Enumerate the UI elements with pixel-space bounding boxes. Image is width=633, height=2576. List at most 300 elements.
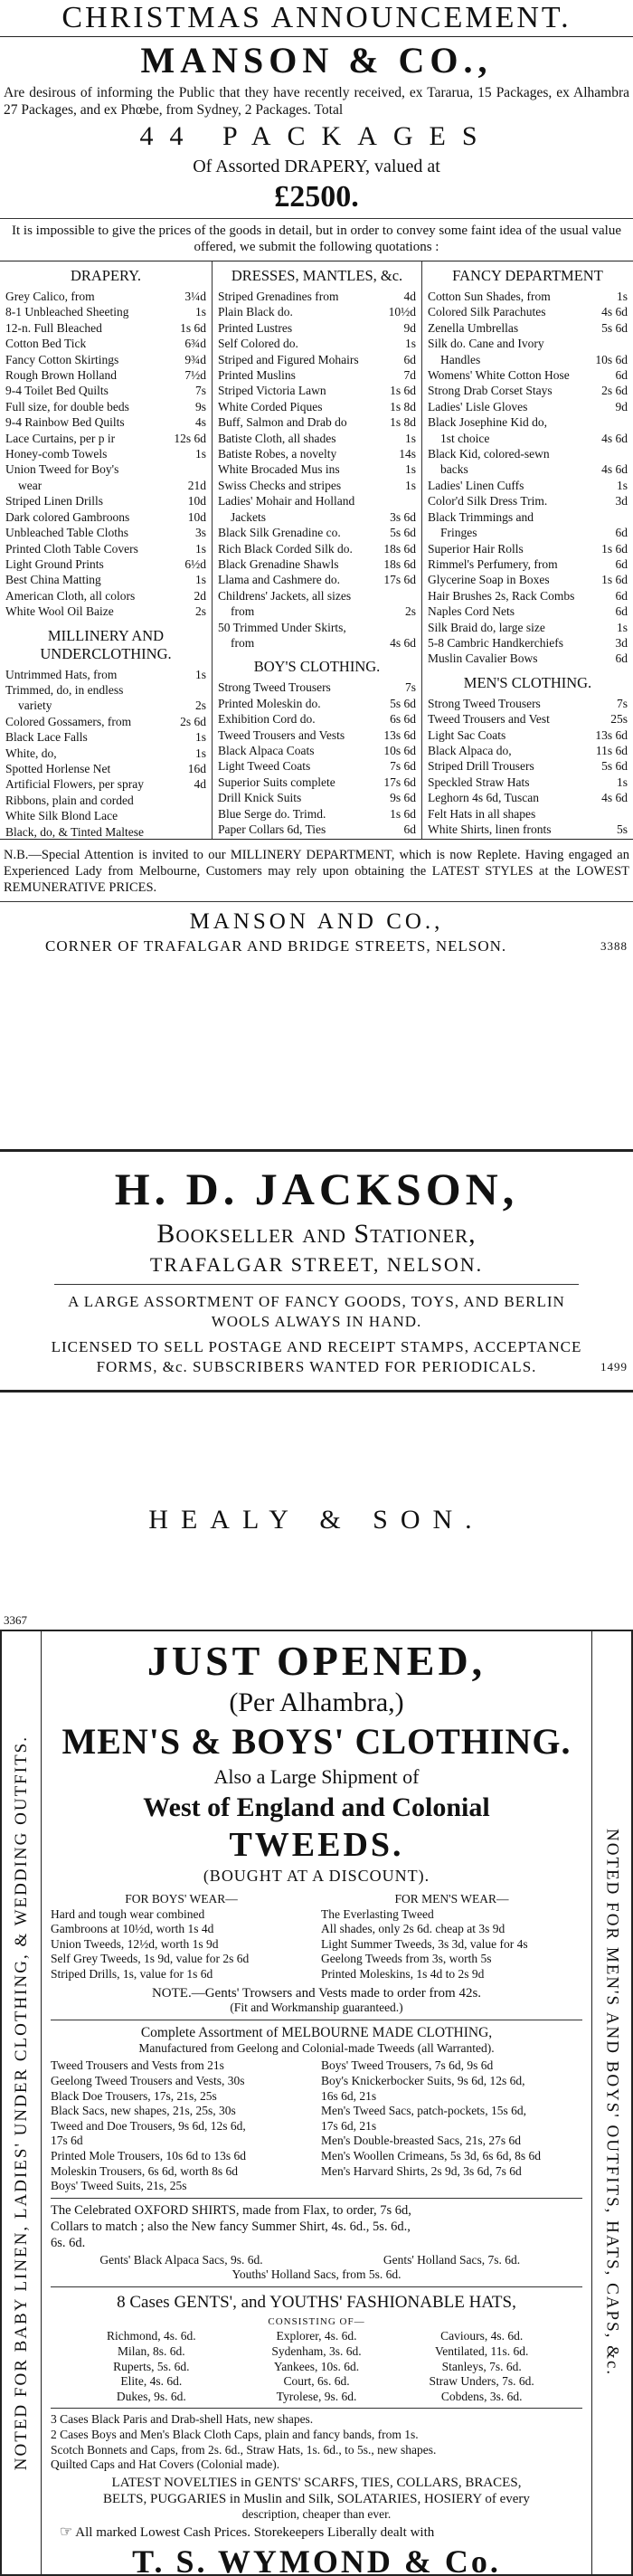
oxford-line: The Celebrated OXFORD SHIRTS, made from Flax, to order, 7s 6d, xyxy=(51,2202,411,2218)
item-name: Printed Muslins xyxy=(218,368,296,383)
item-name: Striped Drill Trousers xyxy=(428,759,534,774)
item-name: Striped Victoria Lawn xyxy=(218,384,326,398)
item-price: 6½d xyxy=(184,556,206,571)
item-price: 3d xyxy=(615,635,628,650)
price-row xyxy=(428,541,628,556)
list-item: Stanleys, 7s. 6d. xyxy=(441,2359,522,2373)
item-name: Black Silk Grenadine co. xyxy=(218,526,341,540)
item-name: White Silk Blond Lace xyxy=(5,809,118,823)
price-row xyxy=(5,289,206,304)
price-row xyxy=(218,525,416,540)
item-price: 1s 6d xyxy=(601,541,628,556)
item-price: 6d xyxy=(615,556,628,571)
wymond-frame xyxy=(0,1630,633,2576)
item-name: White, do, xyxy=(5,746,57,760)
wymond-advertisement xyxy=(0,1613,633,2576)
sacs-line xyxy=(51,2253,582,2268)
quotations-intro: It is impossible to give the prices of the goods in detail, but in order to convey some faint idea of the usual value offered, we submit the following quotations : xyxy=(11,223,621,254)
item-price: 9¾d xyxy=(184,352,206,366)
item-name: Silk Braid do, large size xyxy=(428,620,545,634)
list-item: Union Tweeds, 12½d, worth 1s 9d xyxy=(51,1936,219,1951)
price-row xyxy=(5,446,206,461)
item-price: 1s xyxy=(194,541,206,556)
list-item: 17s 6d xyxy=(51,2134,83,2148)
item-price: 7d xyxy=(403,368,416,383)
item-price: 2d xyxy=(194,588,206,603)
oxford-line: Collars to match ; also the New fancy Summer Shirt, 4s. 6d., 5s. 6d., xyxy=(51,2219,411,2234)
item-name: White Corded Piques xyxy=(218,399,323,413)
item-name: Plain Black do. xyxy=(218,305,293,319)
item-name: Unbleached Table Cloths xyxy=(5,526,129,540)
marked-line xyxy=(51,2525,582,2541)
price-row xyxy=(218,556,416,572)
item-price: 1s xyxy=(404,337,416,351)
extra-line: 3 Cases Black Paris and Drab-shell Hats, new shapes. xyxy=(51,2412,314,2427)
item-price: 6d xyxy=(615,604,628,619)
item-name: Paper Collars 6d, Ties xyxy=(218,822,326,836)
price-row xyxy=(218,367,416,383)
alpaca-sacs: Gents' Black Alpaca Sacs, 9s. 6d. xyxy=(99,2252,263,2267)
price-row xyxy=(5,352,206,367)
reference-number: 1499 xyxy=(600,1360,628,1374)
latest-novelties: description, cheaper than ever. xyxy=(241,2506,392,2521)
item-name: 50 Trimmed Under Skirts, xyxy=(218,620,346,634)
item-price: 1s 6d xyxy=(390,806,416,821)
reference-number: 3388 xyxy=(600,939,628,953)
section-heading: BOY'S CLOTHING. xyxy=(253,658,381,676)
complete-assortment: Complete Assortment of MELBOURNE MADE CLOTHING, xyxy=(140,2024,493,2040)
latest-novelties: LATEST NOVELTIES in GENTS' SCARFS, TIES, COLLARS, BRACES, xyxy=(111,2475,522,2490)
price-row xyxy=(428,399,628,414)
item-price: 6d xyxy=(615,588,628,603)
list-item: Light Summer Tweeds, 3s 3d, value for 4s xyxy=(321,1936,528,1951)
item-price: 3d xyxy=(615,494,628,509)
price-row xyxy=(428,525,628,540)
item-price: 1s xyxy=(404,478,416,492)
item-price: 1s xyxy=(194,730,206,745)
assorted-drapery: Of Assorted DRAPERY, valued at xyxy=(193,157,440,176)
price-row xyxy=(218,399,416,414)
item-name: Untrimmed Hats, from xyxy=(5,667,118,681)
item-name: Exhibition Cord do. xyxy=(218,712,316,727)
item-price: 4s 6d xyxy=(601,462,628,477)
price-row xyxy=(5,383,206,398)
list-item: Richmond, 4s. 6d. xyxy=(107,2329,196,2343)
item-price: 18s 6d xyxy=(383,556,416,571)
item-price xyxy=(617,837,628,839)
price-row xyxy=(428,493,628,509)
price-row xyxy=(428,461,628,477)
item-name: Womens' White Cotton Hose xyxy=(428,368,570,383)
price-row xyxy=(218,352,416,367)
item-name: Blue Serge do. Trimd. xyxy=(218,806,326,821)
item-name: 8-1 Unbleached Sheeting xyxy=(5,305,129,319)
boys-wear-heading: FOR BOYS' WEAR— xyxy=(125,1892,238,1906)
also-shipment: Also a Large Shipment of xyxy=(213,1765,420,1788)
item-price: 25s xyxy=(610,712,628,727)
wymond-main xyxy=(43,1631,590,2574)
item-price: 5s 6d xyxy=(601,320,628,335)
list-item: Cobdens, 3s. 6d. xyxy=(440,2389,523,2403)
clothing-lists xyxy=(51,2058,582,2193)
item-name: Strong Tweed Trousers xyxy=(218,680,331,695)
hat-column xyxy=(399,2329,564,2404)
item-name: Jackets xyxy=(231,509,266,524)
item-name: Black Kid, colored-sewn xyxy=(428,447,550,461)
item-name: Superior Hair Rolls xyxy=(428,541,524,556)
price-list xyxy=(5,289,206,620)
price-row xyxy=(428,446,628,461)
price-row xyxy=(218,446,416,461)
price-row xyxy=(428,320,628,336)
holland-sacs: Gents' Holland Sacs, 7s. 6d. xyxy=(383,2252,521,2267)
item-price: 5s 6d xyxy=(390,696,416,710)
item-price: 2s xyxy=(194,699,206,713)
list-item: Caviours, 4s. 6d. xyxy=(440,2329,524,2343)
manson-intro: Are desirous of informing the Public that they have recently received, ex Tararua, 15 Packages, ex Alhambra 27 Packages, and ex Phœbe, from Sydney, 2 Packages. Total xyxy=(4,85,629,118)
item-price: 16d xyxy=(187,761,206,775)
wear-lists xyxy=(51,1892,582,1982)
item-name: Black Trimmings and xyxy=(428,509,534,524)
jackson-line: A LARGE ASSORTMENT OF FANCY GOODS, TOYS, AND BERLIN xyxy=(68,1293,565,1310)
item-price: 1s xyxy=(194,746,206,760)
item-price: 1s 6d xyxy=(601,573,628,587)
item-name: Rimmel's Perfumery, from xyxy=(428,556,558,571)
manufactured-from: Manufactured from Geelong and Colonial-made Tweeds (all Warranted). xyxy=(138,2040,495,2055)
item-name: Strong Tweed Trousers xyxy=(428,696,541,710)
price-row xyxy=(428,696,628,711)
clothing-list-left xyxy=(51,2058,312,2193)
item-name: from xyxy=(231,635,255,650)
item-price: 1s xyxy=(404,431,416,445)
item-name: White Brocaded Mus ins xyxy=(218,462,340,477)
healy-advertisement xyxy=(0,1466,633,1611)
item-name xyxy=(218,837,346,839)
item-name: Rough Brown Holland xyxy=(5,368,117,383)
item-price: 7s 6d xyxy=(390,759,416,774)
item-name: Rich Black Corded Silk do. xyxy=(218,541,353,556)
price-row xyxy=(5,761,206,776)
item-price: 9s 6d xyxy=(390,791,416,805)
item-name: wear xyxy=(18,478,43,492)
price-row xyxy=(5,461,206,477)
item-price: 1s 6d xyxy=(390,384,416,398)
price-row xyxy=(218,604,416,619)
item-name: Black Lace Falls xyxy=(5,730,88,745)
price-list xyxy=(428,289,628,667)
price-row xyxy=(428,383,628,398)
item-price: 3s xyxy=(194,526,206,540)
item-name: Superior Suits complete xyxy=(218,775,335,789)
item-name: Buff, Salmon and Drab do xyxy=(218,415,347,430)
item-price: 10d xyxy=(187,509,206,524)
section-heading: DRAPERY. xyxy=(70,267,142,284)
divider xyxy=(51,2198,582,2199)
pointing-hand-icon: ☞ xyxy=(60,2524,73,2541)
item-name: Light Tweed Coats xyxy=(218,759,311,774)
list-item: Men's Tweed Sacs, patch-pockets, 15s 6d, xyxy=(321,2104,526,2118)
item-name: Artificial Flowers, per spray xyxy=(5,777,144,792)
item-name: Trimmed, do, in endless xyxy=(5,682,124,697)
item-price: 1s xyxy=(194,573,206,587)
price-row xyxy=(218,822,416,837)
jackson-line: LICENSED TO SELL POSTAGE AND RECEIPT STAMPS, ACCEPTANCE xyxy=(51,1338,582,1355)
price-row xyxy=(218,461,416,477)
price-row xyxy=(218,431,416,446)
hat-column xyxy=(69,2329,234,2404)
item-price: 4d xyxy=(194,777,206,792)
manson-firm-name: MANSON & CO., xyxy=(140,40,493,81)
per-ship: (Per Alhambra,) xyxy=(229,1687,404,1717)
item-price: 7½d xyxy=(184,368,206,383)
price-row xyxy=(5,572,206,587)
jackson-forms: FORMS, &c. SUBSCRIBERS WANTED FOR PERIODICALS. xyxy=(96,1358,537,1375)
item-price: 4s 6d xyxy=(601,305,628,319)
price-row xyxy=(218,743,416,758)
list-item: Men's Double-breasted Sacs, 21s, 27s 6d xyxy=(321,2134,522,2148)
price-row xyxy=(428,352,628,367)
price-row xyxy=(428,822,628,837)
item-name: Union Tweed for Boy's xyxy=(5,462,119,477)
mens-wear-list xyxy=(321,1907,582,1982)
bought-discount: (BOUGHT AT A DISCOUNT). xyxy=(203,1867,430,1885)
price-row xyxy=(5,556,206,572)
item-price: 4s xyxy=(194,415,206,430)
list-item: Men's Harvard Shirts, 2s 9d, 3s 6d, 7s 6d xyxy=(321,2163,522,2178)
price-row xyxy=(218,336,416,351)
price-row xyxy=(428,790,628,805)
item-price: 12s 6d xyxy=(174,431,206,445)
item-name: Printed Moleskin do. xyxy=(218,696,321,710)
price-row xyxy=(428,336,628,351)
price-row xyxy=(5,793,206,808)
manson-signature: MANSON AND CO., xyxy=(189,909,444,934)
item-name: 12-n. Full Bleached xyxy=(5,320,102,335)
price-row xyxy=(5,399,206,414)
side-text: NOTED FOR MEN'S AND BOYS' OUTFITS, HATS, CAPS, &c. xyxy=(602,1829,622,2377)
item-name: Tweed Trousers and Vest xyxy=(428,712,550,727)
price-row xyxy=(428,635,628,651)
price-row xyxy=(218,509,416,525)
item-name: Tweed Trousers and Vests xyxy=(218,727,345,742)
item-price: 7s xyxy=(616,696,628,710)
item-price: 14s xyxy=(399,447,416,461)
reference-number: 3367 xyxy=(4,1613,27,1627)
list-item: Printed Moleskins, 1s 4d to 2s 9d xyxy=(321,1966,485,1981)
item-price: 1s 8d xyxy=(390,399,416,413)
item-price: 1s xyxy=(194,447,206,461)
item-price: 2s 6d xyxy=(601,384,628,398)
list-item: The Everlasting Tweed xyxy=(321,1906,434,1921)
list-item: Tweed and Doe Trousers, 9s 6d, 12s 6d, xyxy=(51,2118,246,2133)
item-name: Printed Lustres xyxy=(218,320,293,335)
price-row xyxy=(428,431,628,446)
healy-name: HEALY & SON. xyxy=(148,1505,485,1535)
item-price: 9d xyxy=(615,399,628,413)
price-row xyxy=(428,304,628,319)
price-row xyxy=(5,714,206,729)
column-dresses xyxy=(212,261,421,839)
hats-heading: 8 Cases GENTS', and YOUTHS' FASHIONABLE HATS, xyxy=(117,2292,516,2312)
item-name: Black Grenadine Shawls xyxy=(218,556,339,571)
price-row xyxy=(218,588,416,604)
item-name: Ribbons, plain and corded xyxy=(5,793,134,807)
price-row xyxy=(428,837,628,839)
price-row xyxy=(428,651,628,666)
item-price: 1s xyxy=(194,667,206,681)
item-price: 21d xyxy=(187,478,206,492)
price-columns xyxy=(0,261,633,840)
item-price: 1s 8d xyxy=(390,415,416,430)
list-item: Geelong Tweeds from 3s, worth 5s xyxy=(321,1952,492,1966)
item-name: Striped and Figured Mohairs xyxy=(218,352,359,366)
item-name: from xyxy=(231,604,255,619)
price-row xyxy=(5,588,206,604)
price-row xyxy=(428,604,628,619)
tweeds-heading: TWEEDS. xyxy=(229,1826,404,1864)
list-item: Hard and tough wear combined xyxy=(51,1906,205,1921)
item-name: Drill Knick Suits xyxy=(218,791,302,805)
list-item: Boys' Tweed Suits, 21s, 25s xyxy=(51,2179,187,2193)
side-banner-left xyxy=(2,1631,42,2574)
price-row xyxy=(428,588,628,604)
price-row xyxy=(218,541,416,556)
item-name: Naples Cord Nets xyxy=(428,604,515,619)
item-name: Printed Cloth Table Covers xyxy=(5,541,138,556)
item-price: 2s xyxy=(194,604,206,619)
item-price: 1s xyxy=(194,305,206,319)
item-name: Light Ground Prints xyxy=(5,556,104,571)
jackson-street: TRAFALGAR STREET, NELSON. xyxy=(149,1253,484,1276)
item-name: Spotted Horlense Net xyxy=(5,761,111,775)
price-row xyxy=(5,367,206,383)
mens-wear-heading: FOR MEN'S WEAR— xyxy=(394,1892,509,1906)
manson-advertisement xyxy=(0,0,633,1176)
list-item: Tyrolese, 9s. 6d. xyxy=(276,2389,357,2403)
price-row xyxy=(5,604,206,619)
price-row xyxy=(428,743,628,758)
item-name: 1st choice xyxy=(440,431,490,445)
item-name: Colored Silk Parachutes xyxy=(428,305,546,319)
list-item: Men's Woollen Crimeans, 5s 3d, 6s 6d, 8s 6d xyxy=(321,2148,541,2163)
section-heading: DRESSES, MANTLES, &c. xyxy=(231,267,403,284)
item-price: 6d xyxy=(403,352,416,366)
item-name: Batiste Robes, a novelty xyxy=(218,447,337,461)
price-row xyxy=(5,414,206,430)
section-heading: FANCY DEPARTMENT xyxy=(452,267,603,284)
item-name: variety xyxy=(18,699,52,713)
divider xyxy=(0,218,633,219)
jackson-trade: Bookseller and Stationer, xyxy=(156,1219,477,1249)
item-name: Striped Grenadines from xyxy=(218,290,339,303)
list-item: Straw Unders, 7s. 6d. xyxy=(429,2374,534,2389)
item-price: 6¾d xyxy=(184,337,206,351)
item-price: 1s xyxy=(616,775,628,789)
marked-text: All marked Lowest Cash Prices. Storekeepers Liberally dealt with xyxy=(75,2525,435,2541)
extra-line: Scotch Bonnets and Caps, from 2s. 6d., Straw Hats, 1s. 6d., to 5s., new shapes. xyxy=(51,2442,437,2457)
divider xyxy=(51,2408,582,2409)
item-price: 1s 6d xyxy=(180,320,206,335)
price-list xyxy=(5,667,206,839)
item-price: 10d xyxy=(187,494,206,509)
side-text: NOTED FOR BABY LINEN, LADIES' UNDER CLOTHING, & WEDDING OUTFITS. xyxy=(11,1735,31,2471)
price-row xyxy=(5,525,206,540)
price-row xyxy=(428,806,628,822)
list-item: Tweed Trousers and Vests from 21s xyxy=(51,2058,224,2073)
item-name: Glycerine Soap in Boxes xyxy=(428,573,550,587)
item-name: Fringes xyxy=(440,526,477,540)
list-item: Geelong Tweed Trousers and Vests, 30s xyxy=(51,2073,245,2087)
price-row xyxy=(5,320,206,336)
price-row xyxy=(218,383,416,398)
list-item: Dukes, 9s. 6d. xyxy=(116,2389,186,2403)
price-row xyxy=(428,367,628,383)
price-row xyxy=(428,289,628,304)
youths-sacs: Youths' Holland Sacs, from 5s. 6d. xyxy=(231,2267,402,2282)
jackson-name: H. D. JACKSON, xyxy=(114,1164,519,1214)
total-value: £2500. xyxy=(274,180,359,214)
list-item: Ruperts, 5s. 6d. xyxy=(113,2359,190,2373)
price-row xyxy=(218,320,416,336)
item-name: backs xyxy=(440,462,468,477)
hat-columns xyxy=(51,2329,582,2404)
item-name: Dark colored Gambroons xyxy=(5,509,130,524)
item-name: 9-4 Rainbow Bed Quilts xyxy=(5,415,125,430)
price-row xyxy=(5,493,206,509)
price-row xyxy=(218,635,416,651)
item-name xyxy=(428,837,512,839)
item-price: 10s 6d xyxy=(383,743,416,757)
address-text: CORNER OF TRAFALGAR AND BRIDGE STREETS, NELSON. xyxy=(45,937,507,955)
item-name: Lace Curtains, per p ir xyxy=(5,431,116,445)
item-name: Colored Gossamers, from xyxy=(5,714,132,728)
item-name: Swiss Checks and stripes xyxy=(218,478,342,492)
item-price: 7s xyxy=(404,680,416,695)
item-name: Fancy Cotton Skirtings xyxy=(5,352,119,366)
list-item: Boy's Knickerbocker Suits, 9s 6d, 12s 6d, xyxy=(321,2073,525,2087)
item-price: 11s 6d xyxy=(595,743,628,757)
price-list xyxy=(218,289,416,651)
price-row xyxy=(5,776,206,792)
item-name: Striped Linen Drills xyxy=(5,494,103,509)
jackson-advertisement xyxy=(0,1149,633,1466)
item-name: Self Colored do. xyxy=(218,337,298,351)
list-item: Striped Drills, 1s, value for 1s 6d xyxy=(51,1966,213,1981)
item-name: Handles xyxy=(440,352,481,366)
price-row xyxy=(428,414,628,430)
item-price: 5s 6d xyxy=(390,526,416,540)
item-price: 4s 6d xyxy=(390,635,416,650)
item-name: Ladies' Mohair and Holland xyxy=(218,494,355,509)
item-name: Zenella Umbrellas xyxy=(428,320,519,335)
jackson-line: WOOLS ALWAYS IN HAND. xyxy=(211,1313,422,1330)
price-row xyxy=(428,758,628,774)
list-item: Yankees, 10s. 6d. xyxy=(273,2359,360,2373)
item-price: 1s xyxy=(404,462,416,477)
item-name: Leghorn 4s 6d, Tuscan xyxy=(428,791,540,805)
list-item: Gambroons at 10½d, worth 1s 4d xyxy=(51,1922,214,1936)
price-list xyxy=(218,680,416,839)
just-opened: JUST OPENED, xyxy=(146,1638,487,1684)
item-name: Black Josephine Kid do, xyxy=(428,415,547,430)
item-price: 6d xyxy=(615,651,628,666)
item-name: Ladies' Lisle Gloves xyxy=(428,399,528,413)
column-drapery xyxy=(0,261,212,839)
item-price: 17s 6d xyxy=(383,573,416,587)
item-price: 4s 6d xyxy=(601,431,628,445)
item-name: Llama and Cashmere do. xyxy=(218,573,340,587)
price-row xyxy=(428,509,628,525)
